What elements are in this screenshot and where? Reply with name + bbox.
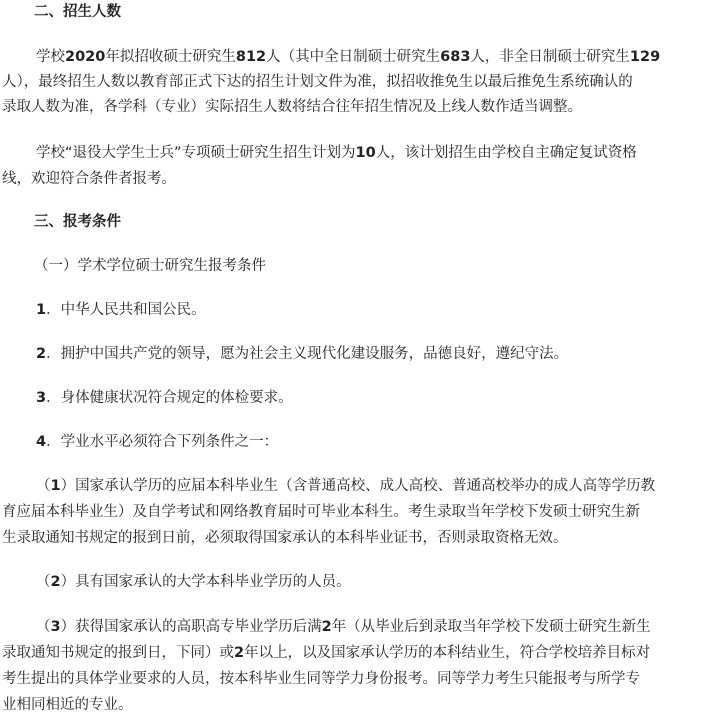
paragraph-enrollment-line-1: 学校2020年拟招收硕士研究生812人（其中全日制硕士研究生683人，非全日制硕士研究生129	[36, 49, 661, 65]
condition-3-line-1: （3）获得国家承认的高职高专毕业学历后满2年（从毕业后到录取当年学校下发硕士研究生新生	[36, 619, 651, 635]
section-heading-requirements: 三、报考条件	[34, 214, 121, 230]
requirement-item-3: 3．身体健康状况符合规定的体检要求。	[36, 390, 293, 406]
section-heading-enrollment: 二、招生人数	[34, 4, 121, 20]
condition-1-line-2: 育应届本科毕业生）及自学考试和网络教育届时可毕业本科生。考生录取当年学校下发硕士研究生新	[2, 504, 640, 520]
requirement-item-1: 1．中华人民共和国公民。	[36, 302, 206, 318]
requirement-item-4: 4．学业水平必须符合下列条件之一：	[36, 434, 279, 450]
condition-3-line-3: 考生提出的具体学业要求的人员，按本科毕业生同等学力身份报考。同等学力考生只能报考与所学专	[2, 671, 640, 687]
condition-3-line-2: 录取通知书规定的报到日，下同）或2年以上，以及国家承认学历的本科结业生，符合学校培养目标对	[2, 645, 651, 661]
paragraph-enrollment-line-3: 录取人数为准，各学科（专业）实际招生人数将结合往年招生情况及上线人数作适当调整。	[2, 99, 582, 115]
condition-3-line-4: 业相同相近的专业。	[2, 697, 133, 713]
paragraph-veteran-line-1: 学校“退役大学生士兵”专项硕士研究生招生计划为10人，该计划招生由学校自主确定复试资格	[36, 145, 637, 161]
condition-2: （2）具有国家承认的大学本科毕业学历的人员。	[36, 574, 351, 590]
requirement-item-2: 2．拥护中国共产党的领导，愿为社会主义现代化建设服务，品德良好，遵纪守法。	[36, 346, 569, 362]
condition-1-line-3: 生录取通知书规定的报到日前，必须取得国家承认的本科毕业证书，否则录取资格无效。	[2, 530, 568, 546]
paragraph-enrollment-line-2: 人），最终招生人数以教育部正式下达的招生计划文件为准，拟招收推免生以最后推免生系统确认的	[2, 74, 633, 90]
subsection-heading-academic: （一）学术学位硕士研究生报考条件	[34, 258, 266, 274]
condition-1-line-1: （1）国家承认学历的应届本科毕业生（含普通高校、成人高校、普通高校举办的成人高等学历教	[36, 478, 656, 494]
paragraph-veteran-line-2: 线，欢迎符合条件者报考。	[2, 171, 176, 187]
